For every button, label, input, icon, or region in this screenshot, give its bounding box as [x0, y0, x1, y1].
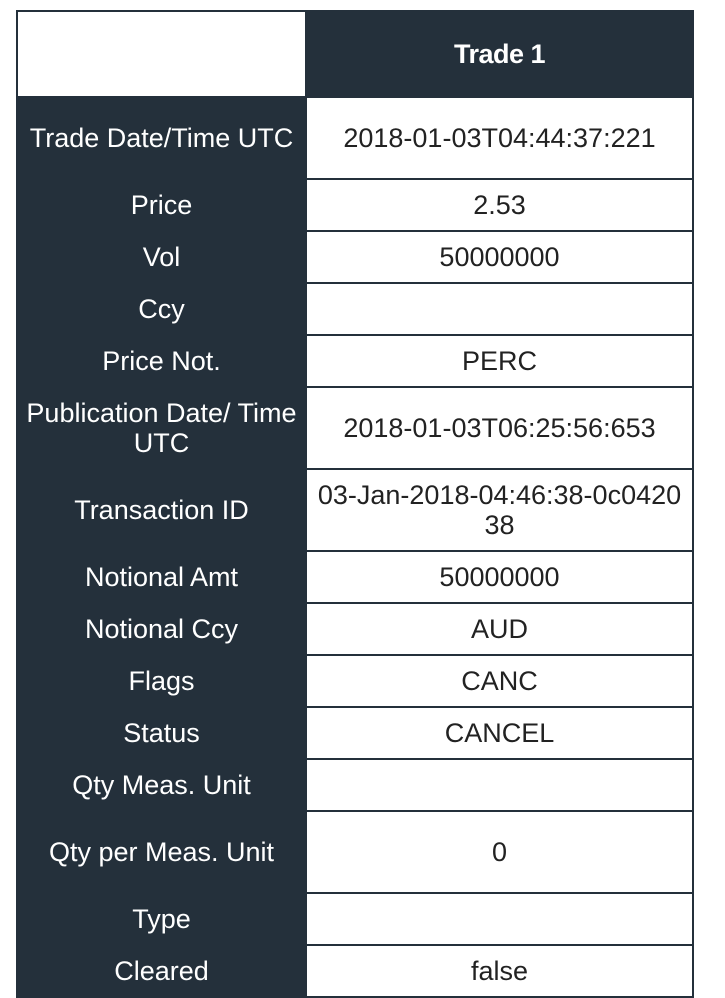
table-row: [17, 893, 693, 945]
row-value-price: 2.53: [306, 179, 693, 231]
row-value-publication-datetime: 2018-01-03T06:25:56:653: [306, 387, 693, 469]
table-row: [17, 655, 693, 707]
table-row: [17, 707, 693, 759]
row-value-notional-ccy: AUD: [306, 603, 693, 655]
row-label-notional-ccy: Notional Ccy: [17, 603, 306, 655]
row-value-notional-amt: 50000000: [306, 551, 693, 603]
row-value-trade-datetime: 2018-01-03T04:44:37:221: [306, 97, 693, 179]
table-row: [17, 759, 693, 811]
row-label-flags: Flags: [17, 655, 306, 707]
table-row: [17, 469, 693, 551]
table-row: [17, 603, 693, 655]
row-value-cleared: false: [306, 945, 693, 997]
row-value-qty-per-meas-unit: 0: [306, 811, 693, 893]
trade-header: Trade 1: [306, 11, 693, 97]
row-value-vol: 50000000: [306, 231, 693, 283]
table-row: [17, 811, 693, 893]
table-row: [17, 283, 693, 335]
row-value-status: CANCEL: [306, 707, 693, 759]
row-label-publication-datetime: Publication Date/ Time UTC: [17, 387, 306, 469]
row-label-price-not: Price Not.: [17, 335, 306, 387]
row-label-type: Type: [17, 893, 306, 945]
table-row: [17, 387, 693, 469]
corner-cell: [17, 11, 306, 97]
row-label-status: Status: [17, 707, 306, 759]
row-value-ccy: [306, 283, 693, 335]
row-label-qty-meas-unit: Qty Meas. Unit: [17, 759, 306, 811]
row-label-price: Price: [17, 179, 306, 231]
table-row: [17, 551, 693, 603]
row-label-trade-datetime: Trade Date/Time UTC: [17, 97, 306, 179]
table-row: [17, 97, 693, 179]
table-header-row: [17, 11, 693, 97]
row-value-transaction-id: 03-Jan-2018-04:46:38-0c042038: [306, 469, 693, 551]
table-row: [17, 945, 693, 997]
row-value-qty-meas-unit: [306, 759, 693, 811]
row-value-flags: CANC: [306, 655, 693, 707]
row-label-notional-amt: Notional Amt: [17, 551, 306, 603]
row-label-transaction-id: Transaction ID: [17, 469, 306, 551]
table-row: [17, 179, 693, 231]
row-value-price-not: PERC: [306, 335, 693, 387]
row-label-vol: Vol: [17, 231, 306, 283]
row-label-qty-per-meas-unit: Qty per Meas. Unit: [17, 811, 306, 893]
row-label-cleared: Cleared: [17, 945, 306, 997]
trade-table: [16, 10, 694, 998]
row-label-ccy: Ccy: [17, 283, 306, 335]
table-row: [17, 231, 693, 283]
row-value-type: [306, 893, 693, 945]
table-row: [17, 335, 693, 387]
